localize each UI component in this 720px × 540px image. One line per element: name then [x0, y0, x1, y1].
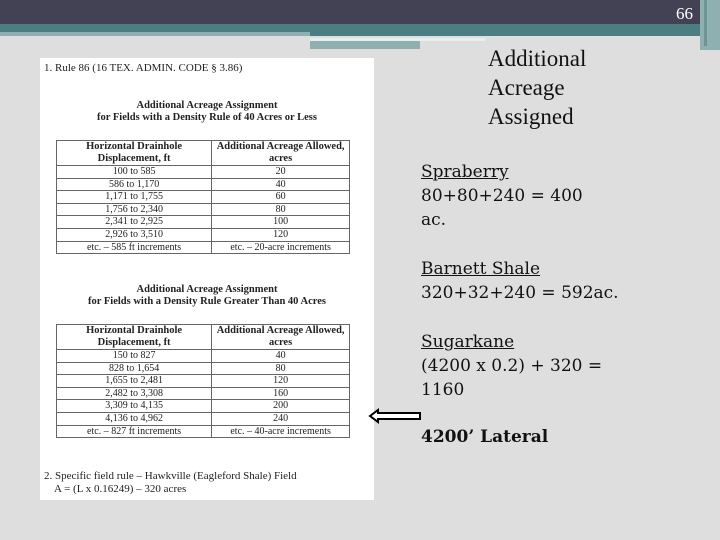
table-cell: etc. – 827 ft increments [57, 425, 212, 438]
table-row [57, 228, 350, 241]
table-cell: 1,655 to 2,481 [57, 375, 212, 388]
table-cell: 2,482 to 3,308 [57, 387, 212, 400]
specific-rule-formula: A = (L x 0.16249) – 320 acres [54, 483, 187, 495]
table-cell: etc. – 585 ft increments [57, 241, 212, 254]
caption-line: Additional Acreage Assignment [136, 100, 278, 111]
title-line: Acreage [488, 75, 565, 100]
example-name: Spraberry [421, 162, 509, 182]
table-cell: 2,926 to 3,510 [57, 228, 212, 241]
lateral-label: 4200’ Lateral [421, 427, 549, 447]
table-cell: etc. – 20-acre increments [212, 241, 350, 254]
example-line: 320+32+240 = 592ac. [421, 283, 619, 303]
table-cell: 160 [212, 387, 350, 400]
table-row [57, 362, 350, 375]
title-line: Assigned [488, 104, 574, 129]
table-cell: 828 to 1,654 [57, 362, 212, 375]
column-header: Additional Acreage Allowed, acres [212, 325, 350, 350]
table-row [57, 191, 350, 204]
header-bar [0, 0, 700, 24]
table-cell: 4,136 to 4,962 [57, 412, 212, 425]
table-row [57, 178, 350, 191]
table-cell: 150 to 827 [57, 350, 212, 363]
table-cell: 586 to 1,170 [57, 178, 212, 191]
header-accent [0, 24, 700, 32]
table-row [57, 203, 350, 216]
table-cell: 1,171 to 1,755 [57, 191, 212, 204]
header-right-strip-line [704, 0, 707, 46]
table-header-row [57, 325, 350, 350]
table-cell: 60 [212, 191, 350, 204]
column-header: Additional Acreage Allowed, acres [212, 141, 350, 166]
table-row [57, 400, 350, 413]
table-cell: 100 [212, 216, 350, 229]
column-header: Horizontal Drainhole Displacement, ft [57, 325, 212, 350]
table-cell: 3,309 to 4,135 [57, 400, 212, 413]
table-cell: 120 [212, 375, 350, 388]
table-header-row [57, 141, 350, 166]
table-density-greater-40 [56, 324, 350, 438]
example-spraberry [421, 160, 583, 232]
table-density-40-or-less [56, 140, 350, 254]
table-row [57, 412, 350, 425]
caption-line: Additional Acreage Assignment [136, 284, 278, 295]
header-box [310, 41, 420, 49]
example-name: Barnett Shale [421, 259, 541, 279]
table-cell: 100 to 585 [57, 166, 212, 179]
specific-field-rule [44, 470, 297, 496]
header-band [0, 32, 310, 36]
example-line: 1160 [421, 380, 465, 400]
example-line: ac. [421, 210, 447, 230]
scanned-rule-image [40, 58, 374, 500]
table-row [57, 241, 350, 254]
table-row [57, 425, 350, 438]
column-header: Horizontal Drainhole Displacement, ft [57, 141, 212, 166]
table-cell: 80 [212, 362, 350, 375]
table-cell: 80 [212, 203, 350, 216]
table-row [57, 166, 350, 179]
header-right-strip [700, 0, 720, 50]
slide-number: 66 [676, 4, 693, 23]
title-line: Additional [488, 46, 587, 71]
table1-caption [40, 100, 374, 124]
table2-caption [40, 284, 374, 308]
table-cell: 40 [212, 350, 350, 363]
table-cell: 240 [212, 412, 350, 425]
table-cell: 120 [212, 228, 350, 241]
caption-line: for Fields with a Density Rule Greater Than 40 Acres [88, 296, 326, 307]
table-row [57, 375, 350, 388]
table-row [57, 387, 350, 400]
arrow-left-icon [368, 408, 422, 424]
rule-heading: 1. Rule 86 (16 TEX. ADMIN. CODE § 3.86) [44, 62, 243, 74]
example-name: Sugarkane [421, 332, 515, 352]
example-line: 80+80+240 = 400 [421, 186, 583, 206]
table-cell: 2,341 to 2,925 [57, 216, 212, 229]
example-line: (4200 x 0.2) + 320 = [421, 356, 603, 376]
table-cell: 200 [212, 400, 350, 413]
example-barnett [421, 257, 619, 305]
header-accent-2 [310, 32, 700, 36]
specific-rule-line: 2. Specific field rule – Hawkville (Eagleford Shale) Field [44, 470, 297, 482]
slide-title [488, 44, 586, 131]
table-cell: etc. – 40-acre increments [212, 425, 350, 438]
table-cell: 1,756 to 2,340 [57, 203, 212, 216]
table-cell: 40 [212, 178, 350, 191]
table-row [57, 350, 350, 363]
caption-line: for Fields with a Density Rule of 40 Acres or Less [97, 112, 317, 123]
example-sugarkane [421, 330, 602, 402]
table-row [57, 216, 350, 229]
table-cell: 20 [212, 166, 350, 179]
